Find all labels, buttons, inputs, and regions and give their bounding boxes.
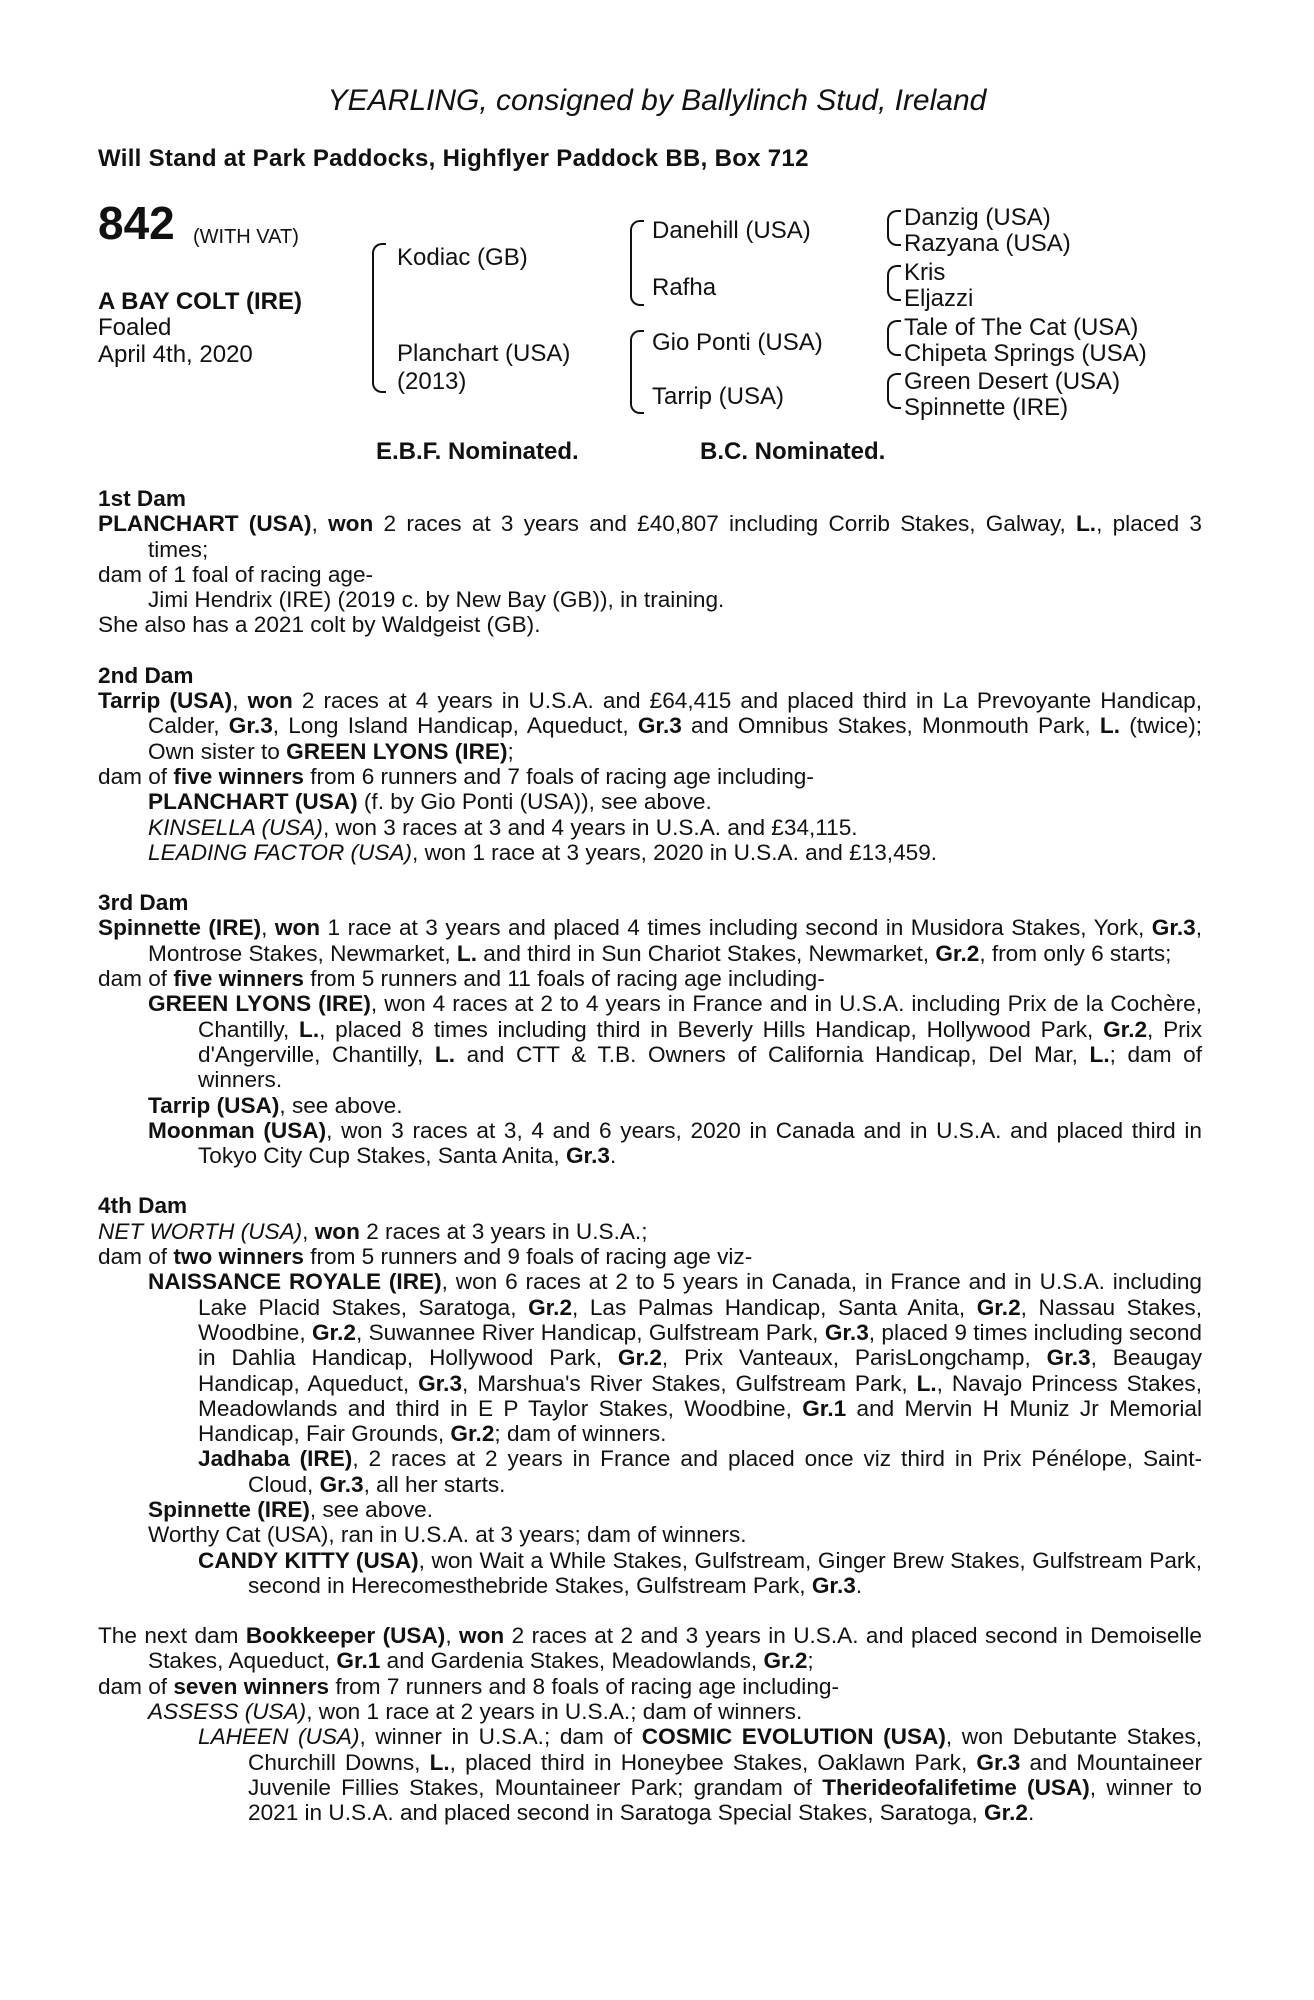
pedigree-g4: Eljazzi xyxy=(904,285,974,312)
text-run: , winner to 2021 in U.S.A. and placed second in Saratoga Special Stakes, Saratoga, xyxy=(248,1774,1203,1826)
bold-run: L. xyxy=(456,940,477,966)
text-run: , see above. xyxy=(309,1496,434,1522)
pedigree-sire-dam: Rafha xyxy=(652,274,717,301)
produce-summary xyxy=(98,764,1202,789)
text-run: ; xyxy=(807,1648,814,1674)
bold-run: Gr.2 xyxy=(311,1319,356,1345)
pedigree-g5: Tale of The Cat (USA) xyxy=(904,314,1139,341)
text-run: from 7 runners and 8 foals of racing age including- xyxy=(329,1673,839,1699)
bold-run: five winners xyxy=(173,763,304,789)
dam-record xyxy=(98,1219,1202,1244)
dam-record xyxy=(98,511,1202,562)
next-dam-section xyxy=(98,1623,1202,1825)
bold-run: Gr.2 xyxy=(450,1421,495,1447)
text-run: 2 races at 3 years in U.S.A.; xyxy=(359,1218,648,1244)
pedigree-dam: Planchart (USA) xyxy=(397,340,571,367)
bold-run: Gr.2 xyxy=(1103,1016,1148,1042)
first-dam-section xyxy=(98,486,1202,638)
text-run: , won 4 races at 2 to 4 years in France and in U.S.A. including Prix de la Cochère, Chantilly, xyxy=(198,991,1203,1042)
bold-run: Spinnette (IRE) xyxy=(148,1496,310,1522)
bold-run: Gr.1 xyxy=(336,1648,381,1674)
bold-run: Moonman (USA) xyxy=(148,1117,327,1143)
text-run: , from only 6 starts; xyxy=(979,940,1172,966)
progeny-entry xyxy=(98,991,1202,1092)
text-run: , placed third in Honeybee Stakes, Oaklawn Park, xyxy=(449,1749,977,1775)
text-run: , xyxy=(302,1218,315,1244)
bold-run: Tarrip (USA) xyxy=(148,1092,280,1118)
consignor-heading: YEARLING, consigned by Ballylinch Stud, Ireland xyxy=(327,84,987,117)
bold-run: won xyxy=(274,915,321,941)
pedigree-brace-sire xyxy=(630,220,644,306)
text-run: ; dam of winners. xyxy=(494,1421,667,1447)
bold-run: Gr.2 xyxy=(984,1800,1028,1826)
text-run: , won 1 race at 2 years in U.S.A.; dam of winners. xyxy=(306,1699,803,1725)
bold-run: Gr.3 xyxy=(565,1143,610,1169)
text-run: . xyxy=(609,1143,617,1169)
text-run: , xyxy=(445,1623,460,1649)
bold-run: Gr.3 xyxy=(824,1319,869,1345)
text-run: , placed 8 times including third in Beverly Hills Handicap, Hollywood Park, xyxy=(319,1016,1104,1042)
text-run: , won 3 races at 3 and 4 years in U.S.A. and £34,115. xyxy=(322,814,858,840)
family-notes xyxy=(98,486,1202,1851)
text-run: She also has a 2021 colt by Waldgeist (GB). xyxy=(98,612,541,638)
bold-run: CANDY KITTY (USA) xyxy=(198,1547,419,1573)
progeny-entry xyxy=(98,840,1202,865)
text-run: , won 1 race at 3 years, 2020 in U.S.A. and £13,459. xyxy=(412,839,938,865)
text-run: (twice); Own sister to xyxy=(148,713,1202,764)
bold-run: L. xyxy=(916,1370,937,1396)
first-dam-title: 1st Dam xyxy=(98,486,186,511)
bold-run: Jadhaba (IRE) xyxy=(198,1446,353,1472)
bold-run: Gr.2 xyxy=(935,940,980,966)
pedigree-g6: Chipeta Springs (USA) xyxy=(904,340,1147,367)
text-run: 2 races at 3 years and £40,807 including Corrib Stakes, Galway, xyxy=(373,511,1076,537)
bold-run: L. xyxy=(429,1749,450,1775)
text-run: dam of xyxy=(98,1244,174,1270)
text-run: and Mountaineer Juvenile Fillies Stakes, Mountaineer Park; grandam of xyxy=(248,1749,1203,1800)
stand-location: Will Stand at Park Paddocks, Highflyer Paddock BB, Box 712 xyxy=(98,145,809,172)
pedigree-sire-sire: Danehill (USA) xyxy=(652,217,811,244)
text-run: 2 races at 2 and 3 years in U.S.A. and placed second in Demoiselle Stakes, Aqueduct, xyxy=(148,1623,1202,1674)
pedigree-brace-g1 xyxy=(887,210,901,246)
progeny-entry xyxy=(98,815,1202,840)
progeny-entry xyxy=(98,789,1202,814)
pedigree-brace-g3 xyxy=(887,320,901,356)
text-run: , Prix d'Angerville, Chantilly, xyxy=(198,1016,1202,1067)
text-run: , won Debutante Stakes, Churchill Downs, xyxy=(248,1724,1202,1775)
bold-run: L. xyxy=(1076,511,1097,537)
pedigree-dam-dam: Tarrip (USA) xyxy=(652,383,785,410)
bold-run: two winners xyxy=(173,1244,304,1270)
pedigree-g1: Danzig (USA) xyxy=(904,204,1051,231)
foaled-date: April 4th, 2020 xyxy=(98,341,253,368)
pedigree-g3: Kris xyxy=(904,259,946,286)
text-run: from 5 runners and 11 foals of racing age including- xyxy=(303,966,825,992)
bold-run: Therideofalifetime (USA) xyxy=(822,1774,1090,1800)
grand-progeny-entry xyxy=(98,1446,1202,1497)
text-run: 1 race at 3 years and placed 4 times including second in Musidora Stakes, York, xyxy=(320,915,1152,941)
text-run: , see above. xyxy=(279,1092,403,1118)
pedigree-g8: Spinnette (IRE) xyxy=(904,394,1069,421)
dam-record xyxy=(98,688,1202,764)
pedigree-brace-dam xyxy=(630,330,644,414)
italic-run: KINSELLA (USA) xyxy=(148,814,323,840)
progeny-entry xyxy=(98,1118,1202,1169)
text-run: , 2 races at 2 years in France and placed once viz third in Prix Pénélope, Saint-Cloud, xyxy=(248,1446,1202,1497)
text-run: , won Wait a While Stakes, Gulfstream, Ginger Brew Stakes, Gulfstream Park, second in Herecomesthebride Stakes, Gulfstream Park, xyxy=(248,1547,1202,1598)
vat-note: (WITH VAT) xyxy=(193,226,299,248)
foaled-label: Foaled xyxy=(98,314,172,341)
text-run: , Navajo Princess Stakes, Meadowlands and third in E P Taylor Stakes, Woodbine, xyxy=(198,1370,1202,1421)
grand-progeny-entry xyxy=(98,1724,1202,1825)
dam-record xyxy=(98,915,1202,966)
text-run: ; xyxy=(507,738,514,764)
third-dam-section xyxy=(98,890,1202,1168)
text-run: , xyxy=(232,688,248,714)
second-dam-title: 2nd Dam xyxy=(98,662,194,688)
progeny-entry xyxy=(98,1522,1202,1547)
produce-summary xyxy=(98,1674,1202,1699)
bold-run: Gr.2 xyxy=(763,1648,808,1674)
text-run: . xyxy=(1028,1800,1035,1826)
produce-summary xyxy=(98,966,1202,991)
text-run: dam of xyxy=(98,763,174,789)
text-run: , Suwannee River Handicap, Gulfstream Park, xyxy=(355,1319,825,1345)
progeny-entry xyxy=(98,1093,1202,1118)
progeny-entry xyxy=(98,1497,1202,1522)
text-run: and Mervin H Muniz Jr Memorial Handicap, Fair Grounds, xyxy=(198,1395,1202,1447)
second-dam-section xyxy=(98,663,1202,865)
pedigree-g2: Razyana (USA) xyxy=(904,230,1071,257)
bold-run: NAISSANCE ROYALE (IRE) xyxy=(148,1269,442,1295)
pedigree-g7: Green Desert (USA) xyxy=(904,368,1121,395)
bold-run: Gr.3 xyxy=(319,1471,364,1497)
bold-run: Gr.3 xyxy=(637,713,682,739)
text-run: and third in Sun Chariot Stakes, Newmarket, xyxy=(476,940,936,966)
text-run: , Montrose Stakes, Newmarket, xyxy=(148,915,1202,966)
pedigree-brace-main xyxy=(372,243,386,393)
text-run: and CTT & T.B. Owners of California Handicap, Del Mar, xyxy=(455,1041,1090,1067)
text-run: The next dam xyxy=(98,1623,246,1649)
bold-run: GREEN LYONS (IRE) xyxy=(148,991,371,1017)
bold-run: Gr.2 xyxy=(528,1294,573,1320)
bold-run: five winners xyxy=(173,966,304,992)
fourth-dam-section xyxy=(98,1193,1202,1598)
text-run: 2 races at 4 years in U.S.A. and £64,415 and placed third in La Prevoyante Handicap, Calder, xyxy=(148,688,1202,739)
bold-run: L. xyxy=(1089,1041,1110,1067)
text-run: , Nassau Stakes, Woodbine, xyxy=(198,1294,1202,1345)
grand-progeny-entry xyxy=(98,1548,1202,1599)
bold-run: L. xyxy=(434,1041,455,1067)
produce-summary xyxy=(98,562,1202,587)
bold-run: Gr.3 xyxy=(418,1370,463,1396)
bold-run: Gr.2 xyxy=(976,1294,1021,1320)
bold-run: Tarrip (USA) xyxy=(98,688,233,714)
text-run: Worthy Cat (USA), ran in U.S.A. at 3 years; dam of winners. xyxy=(148,1522,747,1548)
bold-run: L. xyxy=(1099,713,1120,739)
text-run: and Gardenia Stakes, Meadowlands, xyxy=(380,1648,764,1674)
italic-run: LAHEEN (USA) xyxy=(198,1724,360,1750)
text-run: , Long Island Handicap, Aqueduct, xyxy=(272,713,638,739)
text-run: dam of 1 foal of racing age- xyxy=(98,561,374,587)
bc-nominated: B.C. Nominated. xyxy=(700,438,886,465)
progeny-entry xyxy=(98,1699,1202,1724)
bold-run: GREEN LYONS (IRE) xyxy=(286,738,508,764)
progeny-entry xyxy=(98,1269,1202,1446)
bold-run: Gr.3 xyxy=(811,1572,856,1598)
text-run: from 5 runners and 9 foals of racing age viz- xyxy=(303,1244,753,1270)
text-run: , Las Palmas Handicap, Santa Anita, xyxy=(572,1294,977,1320)
bold-run: Bookkeeper (USA) xyxy=(245,1623,446,1649)
text-run: . xyxy=(855,1572,863,1598)
pedigree-sire: Kodiac (GB) xyxy=(397,244,528,271)
additional-note xyxy=(98,612,1202,637)
text-run: ; dam of winners. xyxy=(198,1041,1202,1093)
text-run: , all her starts. xyxy=(363,1471,506,1497)
bold-run: Gr.3 xyxy=(1046,1345,1091,1371)
text-run: , xyxy=(261,915,275,941)
bold-run: won xyxy=(247,688,293,714)
text-run: , Prix Vanteaux, ParisLongchamp, xyxy=(661,1345,1047,1371)
text-run: , winner in U.S.A.; dam of xyxy=(359,1724,642,1750)
text-run: , placed 9 times including second in Dahlia Handicap, Hollywood Park, xyxy=(198,1319,1202,1371)
text-run: , Marshua's River Stakes, Gulfstream Park, xyxy=(462,1370,917,1396)
bold-run: Gr.3 xyxy=(228,713,273,739)
third-dam-title: 3rd Dam xyxy=(98,890,189,916)
progeny-entry xyxy=(98,587,1202,612)
pedigree-dam-sire: Gio Ponti (USA) xyxy=(652,329,823,356)
bold-run: Gr.3 xyxy=(976,1749,1021,1775)
horse-name: A BAY COLT (IRE) xyxy=(98,288,303,315)
text-run: , xyxy=(311,511,329,537)
pedigree-brace-g4 xyxy=(887,373,901,409)
italic-run: LEADING FACTOR (USA) xyxy=(148,839,413,865)
text-run: , Beaugay Handicap, Aqueduct, xyxy=(198,1345,1202,1396)
text-run: Jimi Hendrix (IRE) (2019 c. by New Bay (GB)), in training. xyxy=(148,587,725,613)
foaled-info xyxy=(98,314,253,368)
fourth-dam-title: 4th Dam xyxy=(98,1193,188,1219)
bold-run: COSMIC EVOLUTION (USA) xyxy=(641,1724,946,1750)
italic-run: ASSESS (USA) xyxy=(148,1699,307,1725)
bold-run: PLANCHART (USA) xyxy=(98,511,312,537)
ebf-nominated: E.B.F. Nominated. xyxy=(376,438,579,465)
text-run: dam of xyxy=(98,1673,174,1699)
bold-run: L. xyxy=(299,1016,320,1042)
bold-run: PLANCHART (USA) xyxy=(148,789,358,815)
text-run: and Omnibus Stakes, Monmouth Park, xyxy=(681,713,1100,739)
bold-run: Gr.3 xyxy=(1151,915,1196,941)
produce-summary xyxy=(98,1244,1202,1269)
italic-run: NET WORTH (USA) xyxy=(98,1218,303,1244)
dam-record xyxy=(98,1623,1202,1674)
pedigree-dam-year: (2013) xyxy=(397,368,467,395)
bold-run: won xyxy=(328,511,374,537)
bold-run: won xyxy=(459,1623,505,1649)
text-run: , won 3 races at 3, 4 and 6 years, 2020 in Canada and in U.S.A. and placed third in Tokyo City Cup Stakes, Santa Anita, xyxy=(198,1117,1202,1169)
lot-number: 842 xyxy=(98,197,175,249)
text-run: from 6 runners and 7 foals of racing age including- xyxy=(303,763,814,789)
bold-run: won xyxy=(314,1218,360,1244)
bold-run: Gr.2 xyxy=(617,1345,662,1371)
text-run: , won 6 races at 2 to 5 years in Canada, in France and in U.S.A. including Lake Placid Stakes, Saratoga, xyxy=(198,1269,1202,1320)
text-run: dam of xyxy=(98,966,174,992)
bold-run: Gr.1 xyxy=(802,1395,847,1421)
pedigree-brace-g2 xyxy=(887,265,901,301)
bold-run: seven winners xyxy=(173,1673,330,1699)
text-run: , placed 3 times; xyxy=(148,511,1202,562)
bold-run: Spinnette (IRE) xyxy=(98,915,262,941)
text-run: (f. by Gio Ponti (USA)), see above. xyxy=(357,789,712,815)
